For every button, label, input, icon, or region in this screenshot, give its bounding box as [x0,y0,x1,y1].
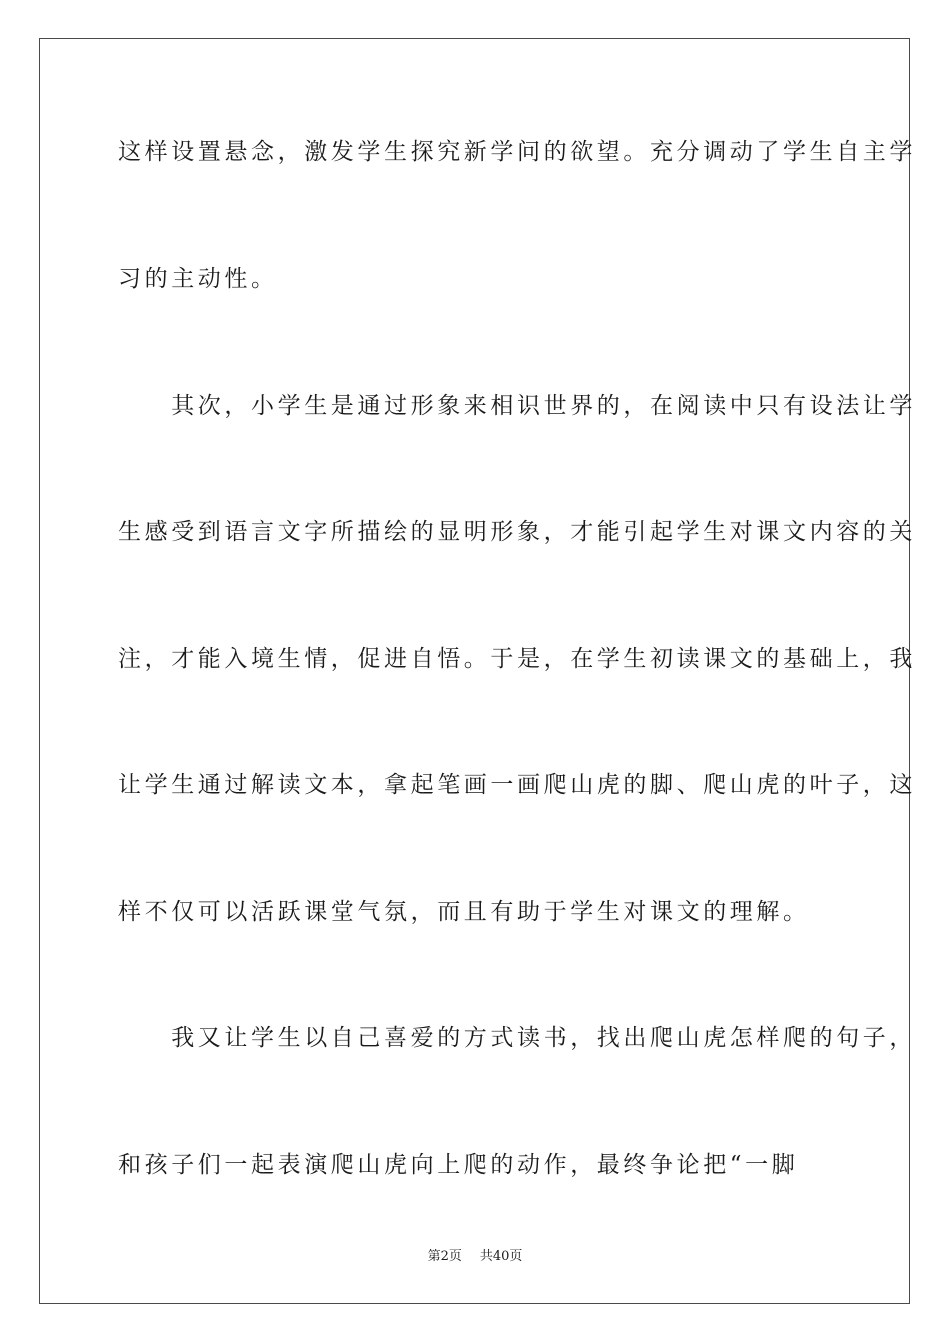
text-line: 这样设置悬念，激发学生探究新学问的欲望。充分调动了学生自主学 [118,139,916,165]
page-footer [0,1248,950,1266]
text-line: 我又让学生以自己喜爱的方式读书，找出爬山虎怎样爬的句子， [118,1025,916,1051]
text-line: 其次，小学生是通过形象来相识世界的，在阅读中只有设法让学 [118,393,916,419]
text-line: 注，才能入境生情，促进自悟。于是，在学生初读课文的基础上，我 [118,646,916,672]
text-line: 样不仅可以活跃课堂气氛，而且有助于学生对课文的理解。 [118,899,810,925]
text-line: 让学生通过解读文本，拿起笔画一画爬山虎的脚、爬山虎的叶子，这 [118,772,916,798]
text-line: 和孩子们一起表演爬山虎向上爬的动作，最终争论把“一脚 [118,1152,799,1178]
page-number: 第2页 [427,1249,462,1264]
text-line: 生感受到语言文字所描绘的显明形象，才能引起学生对课文内容的关 [118,519,916,545]
page-total: 共40页 [479,1249,523,1264]
text-line: 习的主动性。 [118,266,278,292]
